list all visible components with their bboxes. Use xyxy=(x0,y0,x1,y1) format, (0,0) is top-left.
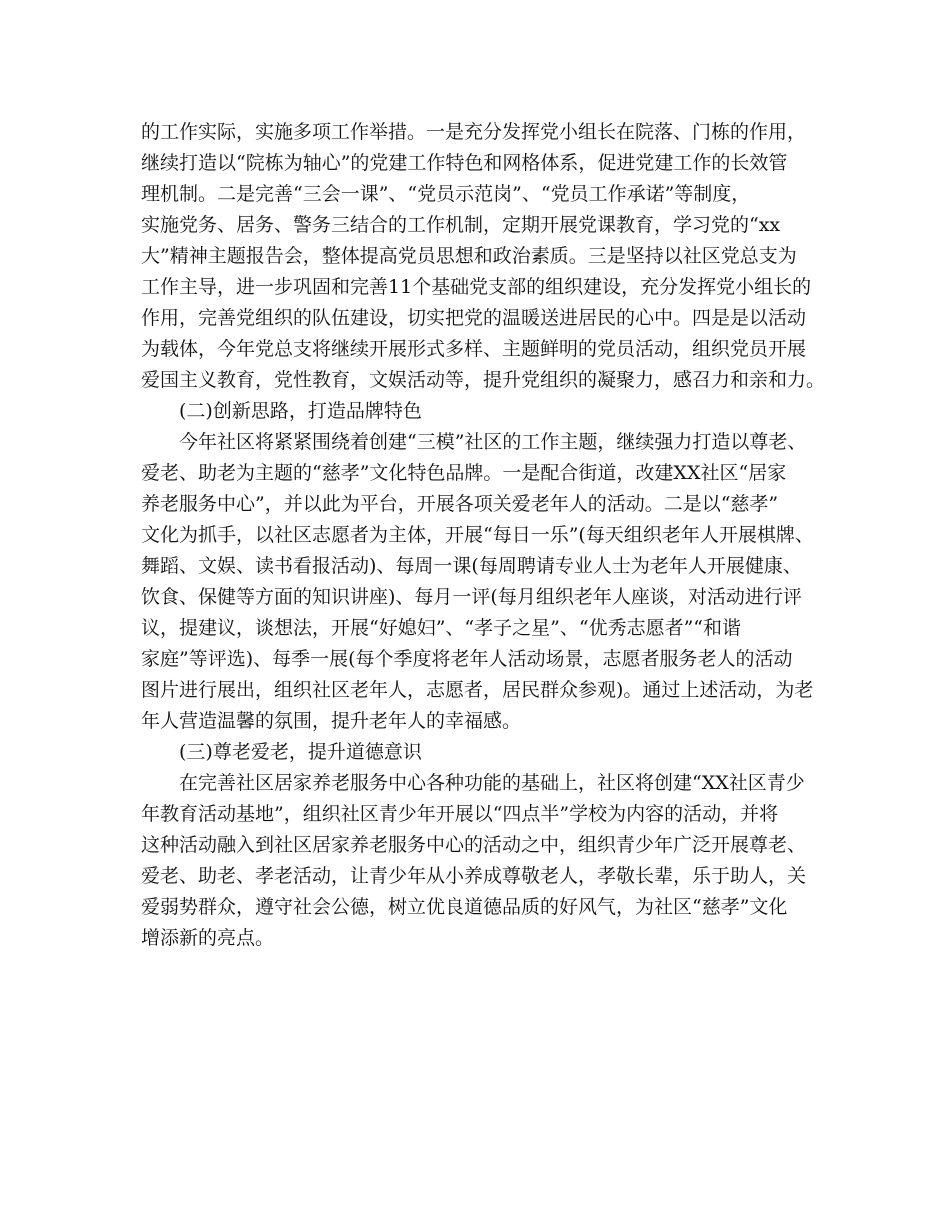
text-line: 增添新的亮点。 xyxy=(141,927,275,949)
text-line: 文化为抓手，以社区志愿者为主体，开展“每日一乐”(每天组织老年人开展棋牌、 xyxy=(141,524,814,546)
text-line: 爱老、助老、孝老活动，让青少年从小养成尊敬老人，孝敬长辈，乐于助人，关 xyxy=(141,865,807,887)
text-line: 今年社区将紧紧围绕着创建“三模”社区的工作主题，继续强力打造以尊老、 xyxy=(179,431,807,453)
text-line: 作用，完善党组织的队伍建设，切实把党的温暖送进居民的心中。四是是以活动 xyxy=(141,307,807,329)
section-heading-innovation xyxy=(141,396,821,427)
text-line: 议，提建议，谈想法，开展“好媳妇”、“孝子之星”、“优秀志愿者”“和谐 xyxy=(141,617,741,639)
text-line: 爱弱势群众，遵守社会公德，树立优良道德品质的好风气，为社区“慈孝”文化 xyxy=(141,896,788,918)
text-line: 工作主导，进一步巩固和完善11个基础党支部的组织建设，充分发挥党小组长的 xyxy=(141,276,812,298)
text-line: 理机制。二是完善“三会一课”、“党员示范岗”、“党员工作承诺”等制度， xyxy=(141,183,751,205)
text-line: 为载体，今年党总支将继续开展形式多样、主题鲜明的党员活动，组织党员开展 xyxy=(141,338,807,360)
paragraph-youth-education xyxy=(141,768,821,954)
text-line: 在完善社区居家养老服务中心各种功能的基础上，社区将创建“XX社区青少 xyxy=(179,772,805,794)
section-heading-respect-elders xyxy=(141,737,821,768)
paragraph-party-building xyxy=(141,117,826,396)
document-body xyxy=(141,117,826,954)
text-line: 养老服务中心”，并以此为平台，开展各项关爱老年人的活动。二是以“慈孝” xyxy=(141,493,779,515)
text-line: 年人营造温馨的氛围，提升老年人的幸福感。 xyxy=(141,710,522,732)
text-line: 图片进行展出，组织社区老年人，志愿者，居民群众参观)。通过上述活动，为老 xyxy=(141,679,814,701)
section-heading-text: (三)尊老爱老，提升道德意识 xyxy=(179,741,422,763)
text-line: 的工作实际，实施多项工作举措。一是充分发挥党小组长在院落、门栋的作用， xyxy=(141,121,807,143)
text-line: 继续打造以“院栋为轴心”的党建工作特色和网格体系，促进党建工作的长效管 xyxy=(141,152,788,174)
text-line: 家庭”等评选)、每季一展(每个季度将老年人活动场景，志愿者服务老人的活动 xyxy=(141,648,793,670)
text-line: 年教育活动基地”，组织社区青少年开展以“四点半”学校为内容的活动，并将 xyxy=(141,803,779,825)
paragraph-brand-building xyxy=(141,427,821,737)
section-heading-text: (二)创新思路，打造品牌特色 xyxy=(179,400,422,422)
text-line: 实施党务、居务、警务三结合的工作机制，定期开展党课教育，学习党的“xx xyxy=(141,214,781,236)
text-line: 爱国主义教育，党性教育，文娱活动等，提升党组织的凝聚力，感召力和亲和力。 xyxy=(141,369,826,391)
text-line: 舞蹈、文娱、读书看报活动)、每周一课(每周聘请专业人士为老年人开展健康、 xyxy=(141,555,802,577)
text-line: 大”精神主题报告会，整体提高党员思想和政治素质。三是坚持以社区党总支为 xyxy=(141,245,797,267)
text-line: 爱老、助老为主题的“慈孝”文化特色品牌。一是配合街道，改建XX社区“居家 xyxy=(141,462,787,484)
text-line: 饮食、保健等方面的知识讲座)、每月一评(每月组织老年人座谈，对活动进行评 xyxy=(141,586,802,608)
text-line: 这种活动融入到社区居家养老服务中心的活动之中，组织青少年广泛开展尊老、 xyxy=(141,834,807,856)
